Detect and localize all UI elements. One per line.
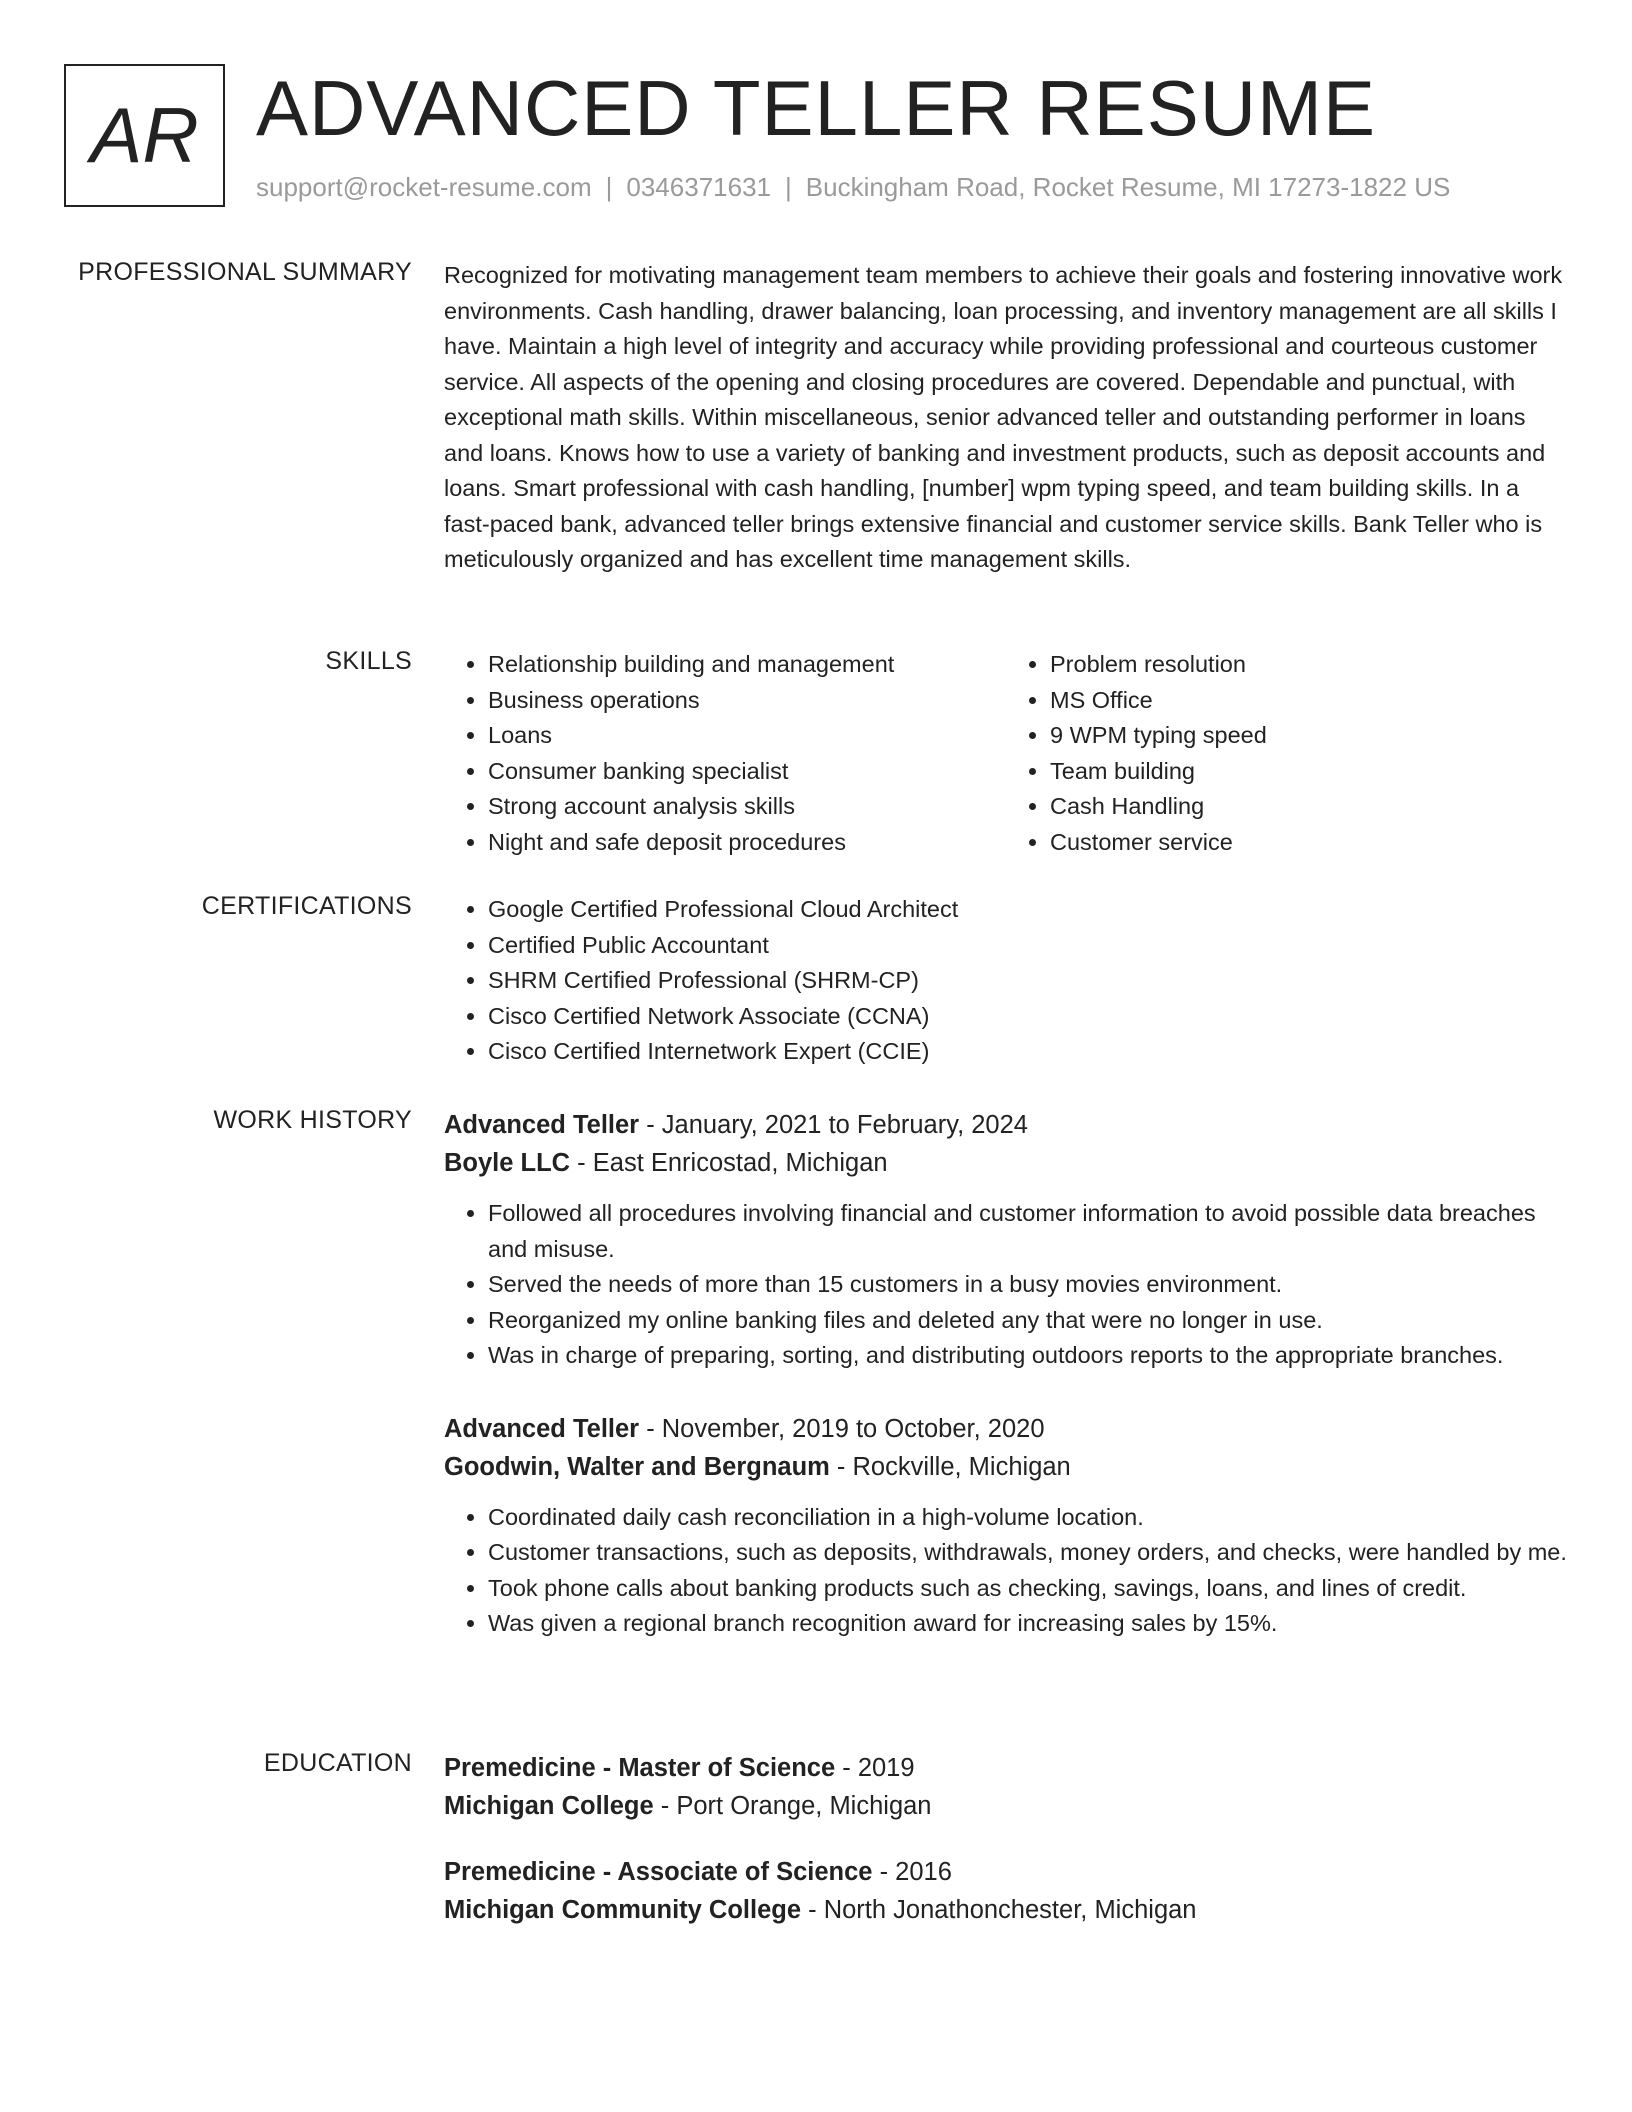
list-item: • Cisco Certified Network Associate (CCNA) xyxy=(488,999,1568,1035)
certifications-list xyxy=(444,892,1568,1070)
education-year: - 2016 xyxy=(872,1858,952,1886)
education-degree: Premedicine - Master of Science xyxy=(444,1754,836,1782)
job-dates: - November, 2019 to October, 2020 xyxy=(639,1414,1045,1443)
list-item: • Business operations xyxy=(488,683,1006,719)
education-degree-line xyxy=(444,1853,1568,1891)
list-item: • Customer service xyxy=(1050,825,1568,861)
section-label-skills: SKILLS xyxy=(325,647,412,675)
list-item: • Was in charge of preparing, sorting, and distributing outdoors reports to the appropriate branches. xyxy=(488,1338,1568,1374)
list-item: • Coordinated daily cash reconciliation in a high-volume location. xyxy=(488,1500,1568,1536)
resume-title: ADVANCED TELLER RESUME xyxy=(256,64,1377,152)
skills-body xyxy=(444,647,1568,860)
list-item: • Took phone calls about banking products such as checking, savings, loans, and lines of credit. xyxy=(488,1571,1568,1607)
list-item: • Night and safe deposit procedures xyxy=(488,825,1006,861)
education-school-line xyxy=(444,1787,1568,1825)
certifications-body xyxy=(444,892,1568,1070)
job-title: Advanced Teller xyxy=(444,1414,640,1443)
education-degree: Premedicine - Associate of Science xyxy=(444,1858,873,1886)
education-school-line xyxy=(444,1891,1568,1929)
list-item: • Was given a regional branch recognition award for increasing sales by 15%. xyxy=(488,1606,1568,1642)
list-item: • Served the needs of more than 15 customers in a busy movies environment. xyxy=(488,1267,1568,1303)
contact-address: Buckingham Road, Rocket Resume, MI 17273-1822 US xyxy=(805,172,1451,202)
education-location: - Port Orange, Michigan xyxy=(653,1792,932,1820)
list-item: • Relationship building and management xyxy=(488,647,1006,683)
job-title: Advanced Teller xyxy=(444,1111,640,1139)
section-label-work-history: WORK HISTORY xyxy=(213,1106,412,1134)
education-school: Michigan College xyxy=(444,1792,654,1820)
section-label-certifications: CERTIFICATIONS xyxy=(201,892,412,920)
skills-list-left xyxy=(444,647,1006,860)
job-bullets xyxy=(444,1196,1568,1374)
summary-text: Recognized for motivating management team members to achieve their goals and fostering innovative work environments. Cash handling, drawer balancing, loan processing, and inventory management are all skills I have. Maintain a high level of integrity and accuracy while providing professional and courteous customer service. All aspects of the opening and closing procedures are covered. Dependable and punctual, with exceptional math skills. Within miscellaneous, senior advanced teller and outstanding performer in loans and loans. Knows how to use a variety of banking and investment products, such as deposit accounts and loans. Smart professional with cash handling, [number] wpm typing speed, and team building skills. In a fast-paced bank, advanced teller brings extensive financial and customer service skills. Bank Teller who is meticulously organized and has excellent time management skills. xyxy=(444,262,1563,572)
job-company: Goodwin, Walter and Bergnaum xyxy=(444,1452,830,1481)
list-item: • MS Office xyxy=(1050,683,1568,719)
list-item: • Cash Handling xyxy=(1050,789,1568,825)
contact-line xyxy=(256,172,1450,203)
job-title-line xyxy=(444,1410,1568,1448)
list-item: • Google Certified Professional Cloud Architect xyxy=(488,892,1568,928)
job-entry xyxy=(444,1410,1568,1642)
education-entry xyxy=(444,1853,1568,1929)
education-degree-line xyxy=(444,1749,1568,1787)
job-title-line xyxy=(444,1106,1568,1144)
list-item: • Consumer banking specialist xyxy=(488,754,1006,790)
contact-email: support@rocket-resume.com xyxy=(256,172,592,202)
contact-separator: | xyxy=(785,172,792,202)
education-body xyxy=(444,1749,1568,1957)
job-bullets xyxy=(444,1500,1568,1642)
list-item: • Strong account analysis skills xyxy=(488,789,1006,825)
list-item: • Team building xyxy=(1050,754,1568,790)
job-location: - Rockville, Michigan xyxy=(829,1452,1071,1481)
job-company-line xyxy=(444,1448,1568,1486)
skills-list-right xyxy=(1006,647,1568,860)
contact-phone: 0346371631 xyxy=(626,172,771,202)
skills-columns xyxy=(444,647,1568,860)
list-item: • Followed all procedures involving financial and customer information to avoid possible data breaches and misuse. xyxy=(488,1196,1568,1267)
job-entry xyxy=(444,1106,1568,1374)
list-item: • Customer transactions, such as deposits, withdrawals, money orders, and checks, were handled by me. xyxy=(488,1535,1568,1571)
list-item: • Cisco Certified Internetwork Expert (CCIE) xyxy=(488,1034,1568,1070)
summary-body xyxy=(444,258,1568,578)
list-item: • Certified Public Accountant xyxy=(488,928,1568,964)
work-history-body xyxy=(444,1106,1568,1678)
list-item: • Reorganized my online banking files and deleted any that were no longer in use. xyxy=(488,1303,1568,1339)
education-school: Michigan Community College xyxy=(444,1896,802,1924)
resume-header xyxy=(64,64,1564,214)
list-item: • Loans xyxy=(488,718,1006,754)
list-item: • SHRM Certified Professional (SHRM-CP) xyxy=(488,963,1568,999)
list-item: • Problem resolution xyxy=(1050,647,1568,683)
section-label-education: EDUCATION xyxy=(263,1749,412,1777)
education-entry xyxy=(444,1749,1568,1825)
job-dates: - January, 2021 to February, 2024 xyxy=(639,1111,1028,1139)
education-location: - North Jonathonchester, Michigan xyxy=(801,1896,1197,1924)
job-company-line xyxy=(444,1144,1568,1182)
monogram: AR xyxy=(64,64,225,207)
job-company: Boyle LLC xyxy=(444,1149,571,1177)
contact-separator: | xyxy=(605,172,613,202)
education-year: - 2019 xyxy=(835,1754,915,1782)
section-label-summary: PROFESSIONAL SUMMARY xyxy=(78,258,412,286)
list-item: • 9 WPM typing speed xyxy=(1050,718,1568,754)
job-location: - East Enricostad, Michigan xyxy=(570,1149,888,1177)
